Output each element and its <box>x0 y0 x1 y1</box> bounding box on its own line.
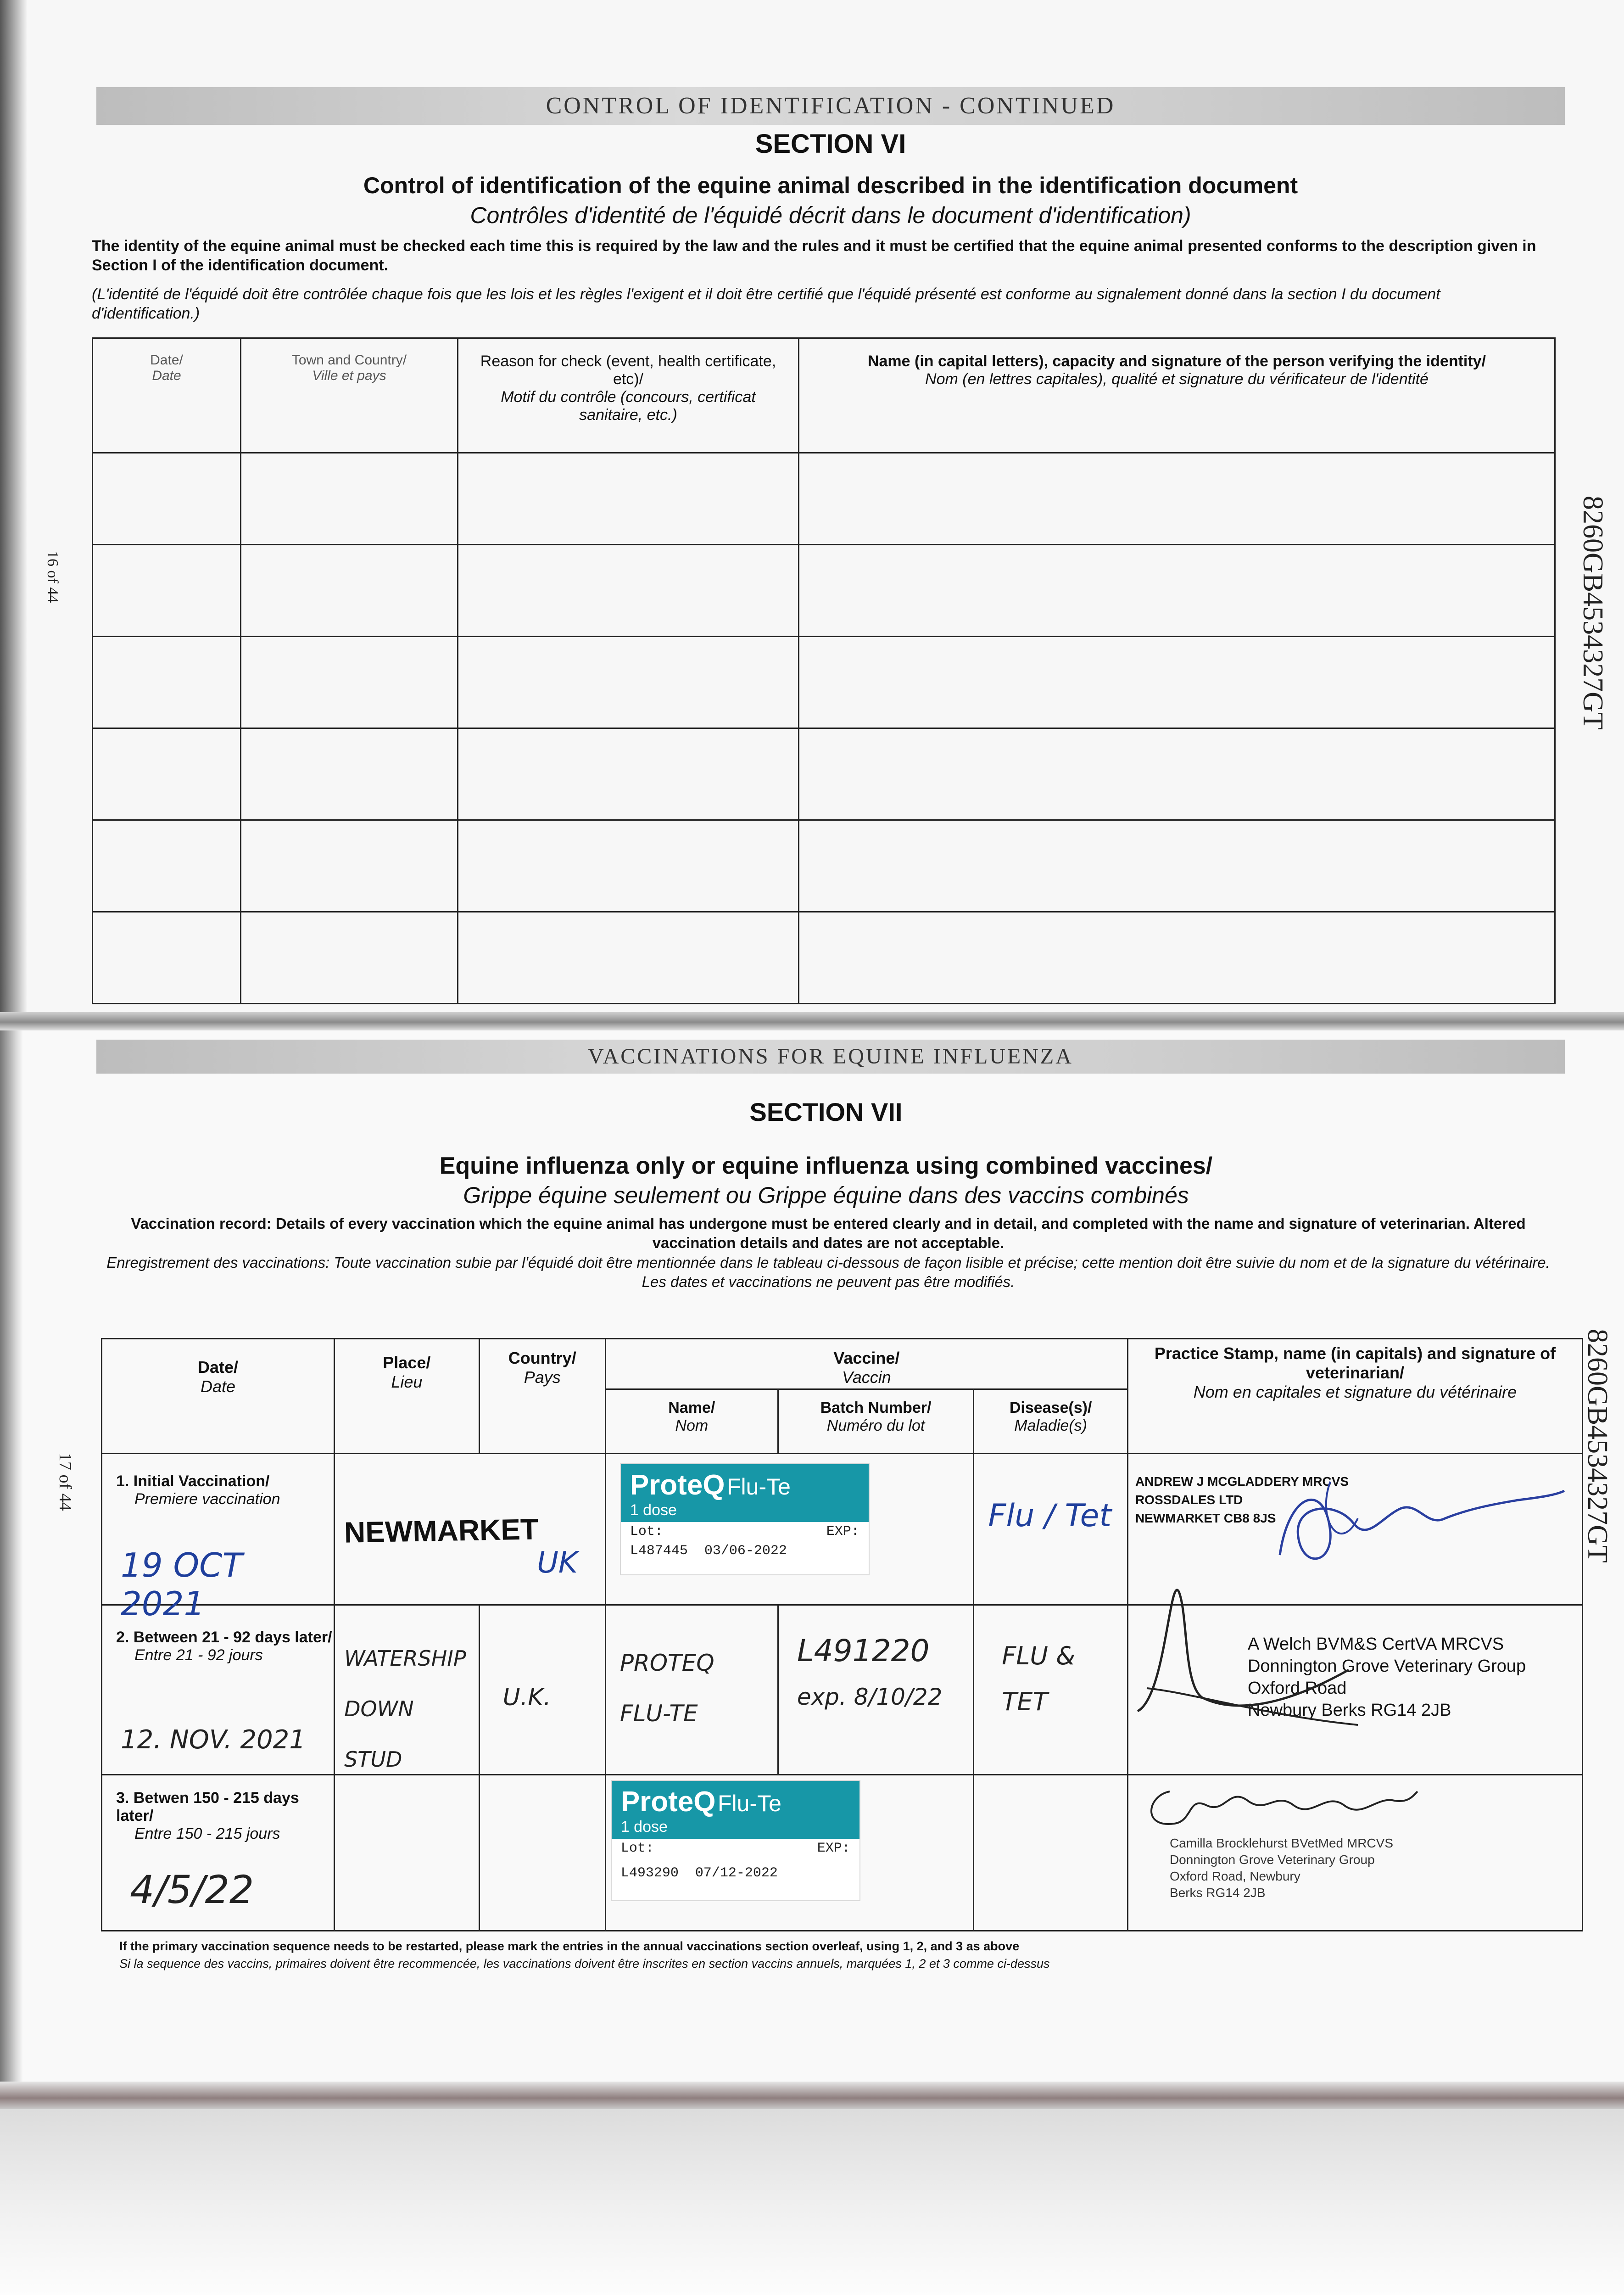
binding-shadow-bottom <box>0 1030 23 2082</box>
col-header-country: Country/ Pays <box>479 1339 605 1454</box>
date-entry: 19 OCT 2021 <box>121 1546 243 1623</box>
table-row <box>93 545 1555 637</box>
vet-stamp: ANDREW J MCGLADDERY MRCVS ROSSDALES LTD NEWMARKET CB8 8JS <box>1135 1474 1349 1525</box>
intro-text: The identity of the equine animal must be checked each time this is required by the law and the rules and it must be certified that the equine animal presented conforms to the description given in Section I of the identification document. <box>92 237 1536 274</box>
vaccine-name-entry: PROTEQ FLU-TE <box>619 1650 714 1727</box>
document-number: 8260GB4534327GT <box>1577 496 1608 730</box>
section-heading: SECTION VI <box>755 129 906 159</box>
vaccination-table <box>101 1338 1583 1931</box>
cover-edge <box>0 2082 1624 2109</box>
scan-background <box>0 2109 1624 2295</box>
col-header-disease: Disease(s)/ Maladie(s) <box>974 1389 1128 1454</box>
identity-check-table <box>92 337 1556 1004</box>
table-row: 2. Between 21 - 92 days later/ Entre 21 - 92 jours 12. NOV. 2021 WATERSHIP DOWN STUD U.K. PROTEQ FLU-TE L491220 exp. 8/10/22 FLU & TET A Welch BVM&S CertVA MRCVS Donnington Grove Veterinary Group Oxford Road Newbury Berks RG14 2JB <box>102 1605 1583 1775</box>
table-row: 1. Initial Vaccination/ Premiere vaccination 19 OCT 2021 NEWMARKET UK ProteQ Flu-Te 1 dose Lot: EXP: L487445 03/06-2022 Flu / Tet ANDREW J MCGLADDERY MRCVS ROSSDALES LTD NEWMARKET CB8 8JS <box>102 1454 1583 1605</box>
section-title: Control of identification of the equine animal described in the identification document <box>363 173 1298 198</box>
section-title-fr: Contrôles d'identité de l'équidé décrit dans le document d'identification) <box>470 202 1191 228</box>
vaccination-record-text-fr: Enregistrement des vaccinations: Toute vaccination subie par l'équidé doit être mentionnée dans le tableau ci-dessous de façon lisible et précise; cette mention doit être suivie du nom et de la signature du vétérinaire. Les dates et vaccinations ne peuvent pas être modifiés. <box>106 1254 1550 1290</box>
col-header-verifier: Name (in capital letters), capacity and signature of the person verifying the identity/ Nom (en lettres capitales), qualité et signature du vérificateur de l'identité <box>799 338 1555 453</box>
col-header-reason: Reason for check (event, health certificate, etc)/ Motif du contrôle (concours, certificat sanitaire, etc.) <box>458 338 799 453</box>
table-row <box>93 453 1555 545</box>
footnote: If the primary vaccination sequence needs to be restarted, please mark the entries in the annual vaccinations section overleaf, using 1, 2, and 3 as above <box>119 1939 1020 1953</box>
place-entry: WATERSHIP DOWN STUD <box>344 1646 466 1772</box>
table-row <box>93 637 1555 728</box>
section-title: Equine influenza only or equine influenza using combined vaccines/ <box>439 1153 1213 1179</box>
country-entry: U.K. <box>502 1684 551 1711</box>
vet-signature <box>1138 1778 1422 1837</box>
page-indicator: 16 of 44 <box>44 551 61 603</box>
batch-exp-entry: exp. 8/10/22 <box>797 1684 943 1710</box>
col-header-date: Date/ Date <box>102 1339 335 1454</box>
table-row <box>93 912 1555 1004</box>
vaccination-record-text: Vaccination record: Details of every vaccination which the equine animal has undergone must be entered clearly and in detail, and completed with the name and signature of veterinarian. Altered vaccination details and dates are not acceptable. <box>131 1215 1526 1251</box>
document-number: 8260GB4534327GT <box>1582 1329 1613 1563</box>
section-banner: VACCINATIONS FOR EQUINE INFLUENZA <box>96 1040 1565 1074</box>
disease-entry: Flu / Tet <box>988 1498 1112 1534</box>
vet-stamp: A Welch BVM&S CertVA MRCVS Donnington Grove Veterinary Group Oxford Road Newbury Berks RG14 2JB <box>1247 1634 1526 1720</box>
col-header-batch: Batch Number/ Numéro du lot <box>778 1389 973 1454</box>
page-gutter <box>0 1012 1624 1030</box>
disease-entry: FLU & TET <box>1002 1641 1076 1716</box>
vet-stamp: Camilla Brocklehurst BVetMed MRCVS Donnington Grove Veterinary Group Oxford Road, Newbury Berks RG14 2JB <box>1169 1836 1393 1900</box>
col-header-stamp: Practice Stamp, name (in capitals) and signature of veterinarian/ Nom en capitales et signature du vétérinaire <box>1127 1339 1582 1454</box>
country-entry: UK <box>537 1546 578 1580</box>
date-entry: 4/5/22 <box>130 1867 254 1912</box>
table-row <box>93 728 1555 820</box>
date-entry: 12. NOV. 2021 <box>121 1725 306 1755</box>
table-row <box>93 820 1555 912</box>
footnote-fr: Si la sequence des vaccins, primaires doivent être recommencée, les vaccinations doivent être inscrites en section vaccins annuels, marquées 1, 2 et 3 comme ci-dessus <box>119 1957 1050 1970</box>
col-header-vaccine-name: Name/ Nom <box>605 1389 778 1454</box>
section-title-fr: Grippe équine seulement ou Grippe équine dans des vaccins combinés <box>463 1182 1189 1208</box>
section-banner: CONTROL OF IDENTIFICATION - CONTINUED <box>96 87 1565 125</box>
place-entry: NEWMARKET <box>344 1512 539 1549</box>
vet-signature <box>1261 1463 1574 1583</box>
col-header-place: Place/ Lieu <box>335 1339 480 1454</box>
vet-signature <box>1128 1578 1367 1775</box>
section-heading: SECTION VII <box>749 1097 903 1126</box>
batch-entry: L491220 <box>797 1633 930 1668</box>
page-indicator: 17 of 44 <box>56 1453 75 1511</box>
top-page <box>0 0 1624 1024</box>
col-header-date: Date/ Date <box>93 338 241 453</box>
bottom-page <box>0 1030 1624 2082</box>
table-row: 3. Betwen 150 - 215 days later/ Entre 150 - 215 jours 4/5/22 ProteQ Flu-Te 1 dose Lot: EXP: L493290 07/12-2022 Camilla Brocklehurst BVetMed MRCVS Donnington Grove Veterinary Group Oxford Road, Newbury Berks RG14 2JB <box>102 1775 1583 1931</box>
vaccine-label-sticker: ProteQ Flu-Te 1 dose Lot: EXP: L487445 03/06-2022 <box>620 1463 870 1575</box>
binding-shadow-top <box>0 0 28 1024</box>
col-header-town: Town and Country/ Ville et pays <box>241 338 458 453</box>
vaccine-label-sticker: ProteQ Flu-Te 1 dose Lot: EXP: L493290 07/12-2022 <box>611 1780 860 1901</box>
intro-text-fr: (L'identité de l'équidé doit être contrôlée chaque fois que les lois et les règles l'exigent et il doit être certifié que l'équidé présenté est conforme au signalement donné dans la section I du document d'identification.) <box>92 285 1440 322</box>
col-header-vaccine: Vaccine/ Vaccin <box>605 1339 1127 1389</box>
